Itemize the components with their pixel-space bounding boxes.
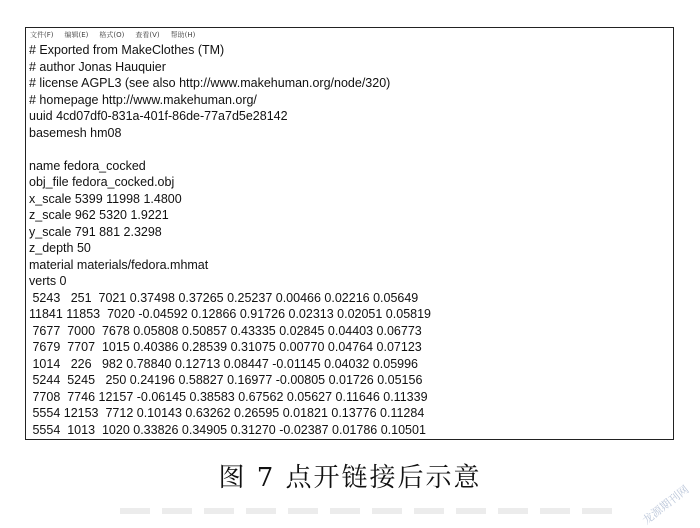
text-line: 11841 11853 7020 -0.04592 0.12866 0.91726 0.02313 0.02051 0.05819 xyxy=(29,307,431,321)
text-line: z_scale 962 5320 1.9221 xyxy=(29,208,169,222)
menu-help[interactable]: 帮助(H) xyxy=(170,30,196,39)
menu-format[interactable]: 格式(O) xyxy=(99,30,125,39)
text-line: 7679 7707 1015 0.40386 0.28539 0.31075 0.00770 0.04764 0.07123 xyxy=(29,340,422,354)
menu-file[interactable]: 文件(F) xyxy=(30,30,54,39)
text-line: x_scale 5399 11998 1.4800 xyxy=(29,191,182,206)
watermark-logo: 龙源期刊网 xyxy=(640,482,692,528)
text-line: 7677 7000 7678 0.05808 0.50857 0.43335 0.02845 0.04403 0.06773 xyxy=(29,323,422,338)
text-line: 5243 251 7021 0.37498 0.37265 0.25237 0.00466 0.02216 0.05649 xyxy=(29,290,419,305)
text-line: y_scale 791 881 2.3298 xyxy=(29,224,162,239)
text-line xyxy=(29,141,673,158)
text-line: verts 0 xyxy=(29,274,67,288)
figure-caption: 图 7 点开链接后示意 xyxy=(218,463,482,493)
text-line: # homepage http://www.makehuman.org/ xyxy=(29,92,257,107)
text-line: obj_file fedora_cocked.obj xyxy=(29,175,175,189)
text-line: name fedora_cocked xyxy=(29,158,146,173)
text-line: z_depth 50 xyxy=(29,241,91,255)
text-line: # Exported from MakeClothes (TM) xyxy=(29,43,225,57)
notepad-window xyxy=(25,27,674,440)
text-line: 5554 12153 7712 0.10143 0.63262 0.26595 0.01821 0.13776 0.11284 xyxy=(29,406,425,420)
text-line: # author Jonas Hauquier xyxy=(29,59,166,74)
menu-view[interactable]: 查看(V) xyxy=(135,30,160,39)
text-line: 7708 7746 12157 -0.06145 0.38583 0.67562 0.05627 0.11646 0.11339 xyxy=(29,389,428,404)
text-line: uuid 4cd07df0-831a-401f-86de-77a7d5e28142 xyxy=(29,109,288,123)
text-line: # license AGPL3 (see also http://www.makehuman.org/node/320) xyxy=(29,76,391,90)
text-line: basemesh hm08 xyxy=(29,125,122,140)
text-line: 1014 226 982 0.78840 0.12713 0.08447 -0.01145 0.04032 0.05996 xyxy=(29,356,419,371)
menu-edit[interactable]: 编辑(E) xyxy=(64,30,89,39)
text-line: 5554 1013 1020 0.33826 0.34905 0.31270 -0.02387 0.01786 0.10501 xyxy=(29,422,426,437)
text-line: 5244 5245 250 0.24196 0.58827 0.16977 -0.00805 0.01726 0.05156 xyxy=(29,373,423,387)
text-editor-area[interactable] xyxy=(29,42,673,439)
bottom-text-fragment xyxy=(120,508,620,514)
menu-bar xyxy=(26,28,673,41)
text-line: material materials/fedora.mhmat xyxy=(29,257,209,272)
